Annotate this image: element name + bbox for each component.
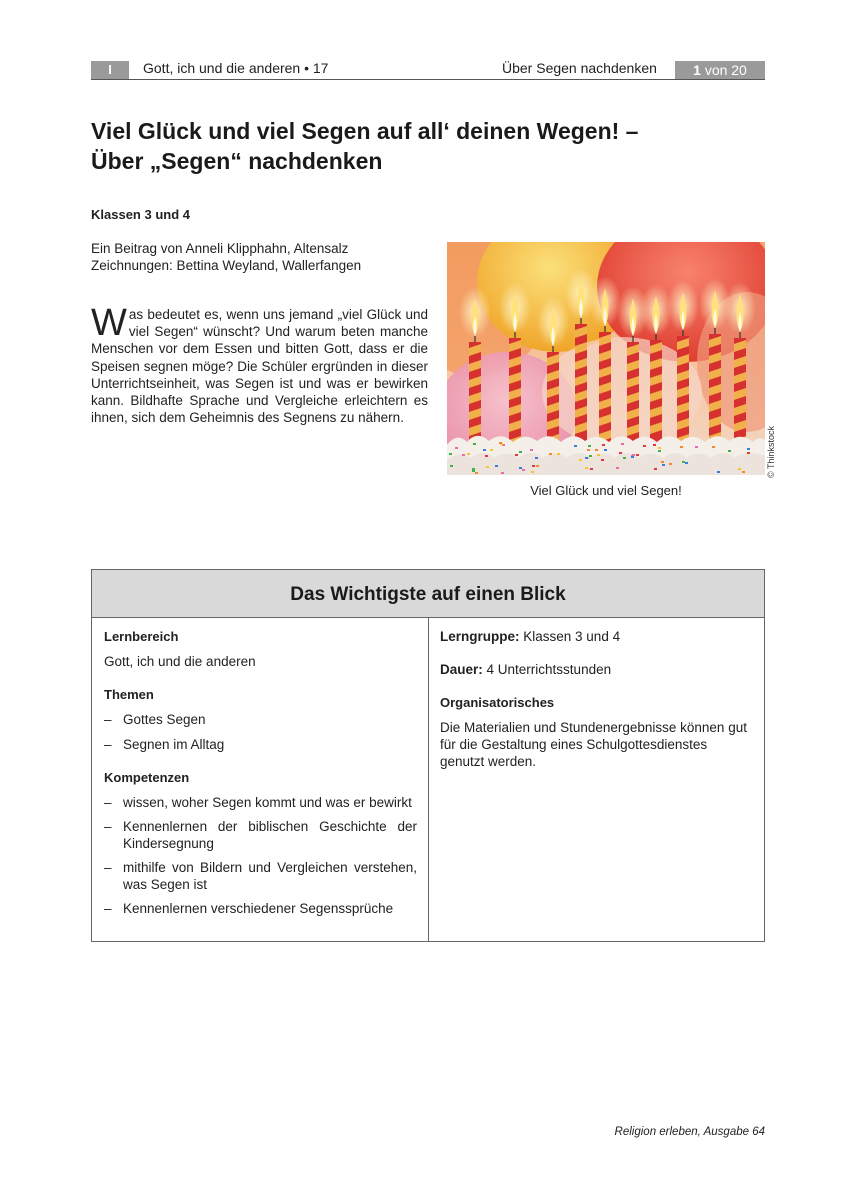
sprinkle	[602, 444, 605, 446]
list-item: – Kennenlernen der biblischen Geschichte der Kindersegnung	[104, 819, 417, 851]
grade-level: Klassen 3 und 4	[91, 207, 190, 222]
sprinkle	[530, 449, 533, 451]
footer-publication: Religion erleben, Ausgabe 64	[614, 1126, 765, 1138]
sprinkle	[653, 444, 656, 446]
sprinkle	[531, 471, 534, 473]
sprinkle	[588, 445, 591, 447]
photo-caption: Viel Glück und viel Segen!	[530, 483, 682, 498]
dauer-value: 4 Unterrichtsstunden	[486, 662, 612, 677]
sprinkle	[574, 445, 577, 447]
lerngruppe-value: Klassen 3 und 4	[523, 629, 621, 644]
sprinkle	[695, 446, 698, 448]
sprinkle	[682, 461, 685, 463]
sprinkle	[579, 459, 582, 461]
sprinkle	[712, 446, 715, 448]
sprinkle	[519, 467, 522, 469]
organisatorisches-label: Organisatorisches	[440, 695, 555, 710]
list-dash: –	[104, 901, 112, 916]
sprinkle	[643, 445, 646, 447]
sprinkle	[499, 442, 502, 444]
sprinkle	[658, 447, 661, 449]
sprinkle	[747, 452, 750, 454]
section-tag: I	[91, 61, 129, 79]
list-item: – Segnen im Alltag	[104, 737, 225, 752]
list-dash: –	[104, 737, 112, 752]
sprinkle	[604, 449, 607, 451]
sprinkle	[738, 468, 741, 470]
series-title: Gott, ich und die anderen • 17	[143, 60, 329, 76]
sprinkle	[535, 457, 538, 459]
list-dash: –	[104, 819, 112, 834]
sprinkle	[747, 448, 750, 450]
sprinkle	[621, 443, 624, 445]
sprinkle	[585, 457, 588, 459]
author-line: Ein Beitrag von Anneli Klipphahn, Altensalz	[91, 241, 349, 256]
sprinkle	[450, 465, 453, 467]
list-item: – Gottes Segen	[104, 712, 206, 727]
sprinkle	[472, 468, 475, 470]
sprinkle	[536, 465, 539, 467]
sprinkle	[619, 452, 622, 454]
sprinkle	[601, 459, 604, 461]
sprinkle	[472, 470, 475, 472]
sprinkle	[597, 454, 600, 456]
sprinkle	[532, 465, 535, 467]
birthday-candles-photo	[447, 242, 765, 475]
sprinkle	[483, 449, 486, 451]
drop-cap: W	[91, 302, 127, 344]
list-dash: –	[104, 712, 112, 727]
sprinkle	[728, 450, 731, 452]
sprinkle	[590, 468, 593, 470]
organisatorisches-text: Die Materialien und Stundenergebnisse können gut für die Gestaltung eines Schulgottesdienstes genutzt werden.	[440, 720, 747, 769]
intro-paragraph	[91, 302, 428, 426]
summary-box	[91, 569, 765, 942]
dauer-row	[440, 661, 755, 678]
sprinkle	[485, 455, 488, 457]
column-divider	[428, 618, 429, 941]
lerngruppe-row	[440, 628, 755, 645]
summary-left-column	[104, 628, 417, 917]
sprinkle	[654, 468, 657, 470]
list-item: – mithilfe von Bildern und Vergleichen verstehen, was Segen ist	[104, 860, 417, 892]
sprinkle	[557, 453, 560, 455]
sprinkle	[467, 453, 470, 455]
topic-title: Über Segen nachdenken	[502, 60, 657, 76]
sprinkle	[587, 449, 590, 451]
sprinkle	[589, 455, 592, 457]
sprinkle	[661, 461, 664, 463]
sprinkle	[631, 456, 634, 458]
sprinkle	[515, 454, 518, 456]
sprinkle	[595, 449, 598, 451]
sprinkle	[486, 466, 489, 468]
sprinkle	[462, 454, 465, 456]
sprinkle	[658, 450, 661, 452]
photo-credit: © Thinkstock	[766, 426, 776, 478]
page-indicator	[675, 61, 765, 79]
page-total: von 20	[704, 62, 747, 78]
illustrator-line: Zeichnungen: Bettina Weyland, Wallerfangen	[91, 258, 362, 273]
summary-box-heading: Das Wichtigste auf einen Blick	[92, 570, 764, 618]
dauer-label: Dauer:	[440, 662, 483, 677]
authors	[91, 240, 361, 274]
themen-label: Themen	[104, 687, 154, 702]
sprinkle	[685, 462, 688, 464]
sprinkle	[495, 465, 498, 467]
summary-right-column	[440, 628, 755, 770]
list-dash: –	[104, 795, 112, 810]
title-line-1: Viel Glück und viel Segen auf all‘ deinen Wegen! –	[91, 118, 639, 144]
sprinkle	[501, 472, 504, 474]
lernbereich-label: Lernbereich	[104, 629, 179, 644]
sprinkle	[623, 457, 626, 459]
sprinkle	[549, 453, 552, 455]
title-line-2: Über „Segen“ nachdenken	[91, 148, 383, 174]
sprinkle	[662, 464, 665, 466]
sprinkle	[449, 453, 452, 455]
sprinkle	[742, 471, 745, 473]
sprinkle	[680, 446, 683, 448]
sprinkle	[519, 451, 522, 453]
header-rule	[91, 79, 765, 80]
intro-text: as bedeutet es, wenn uns jemand „viel Glück und viel Segen“ wünscht? Und warum beten manche Menschen vor dem Essen und bitten Gott, dass er die Speisen segnen möge? Die Schüler ergründen in dieser Unterrichtseinheit, was Segen ist und was er bewirken kann. Bildhafte Sprache und Vergleiche erleichtern es ihnen, sich dem Geheimnis des Segnens zu nähern.	[91, 307, 428, 426]
sprinkle	[490, 449, 493, 451]
sprinkle	[616, 467, 619, 469]
lerngruppe-label: Lerngruppe:	[440, 629, 520, 644]
page-number: 1	[693, 62, 701, 78]
lernbereich-value: Gott, ich und die anderen	[104, 654, 256, 669]
page-title	[91, 116, 771, 176]
kompetenzen-label: Kompetenzen	[104, 770, 190, 785]
sprinkle	[522, 469, 525, 471]
sprinkle	[585, 467, 588, 469]
list-dash: –	[104, 860, 112, 875]
sprinkle	[636, 454, 639, 456]
sprinkle	[473, 443, 476, 445]
sprinkle	[669, 463, 672, 465]
sprinkle	[717, 471, 720, 473]
sprinkle	[455, 447, 458, 449]
list-item: – Kennenlernen verschiedener Segenssprüche	[104, 901, 394, 916]
list-item: – wissen, woher Segen kommt und was er bewirkt	[104, 795, 412, 810]
sprinkle	[475, 472, 478, 474]
